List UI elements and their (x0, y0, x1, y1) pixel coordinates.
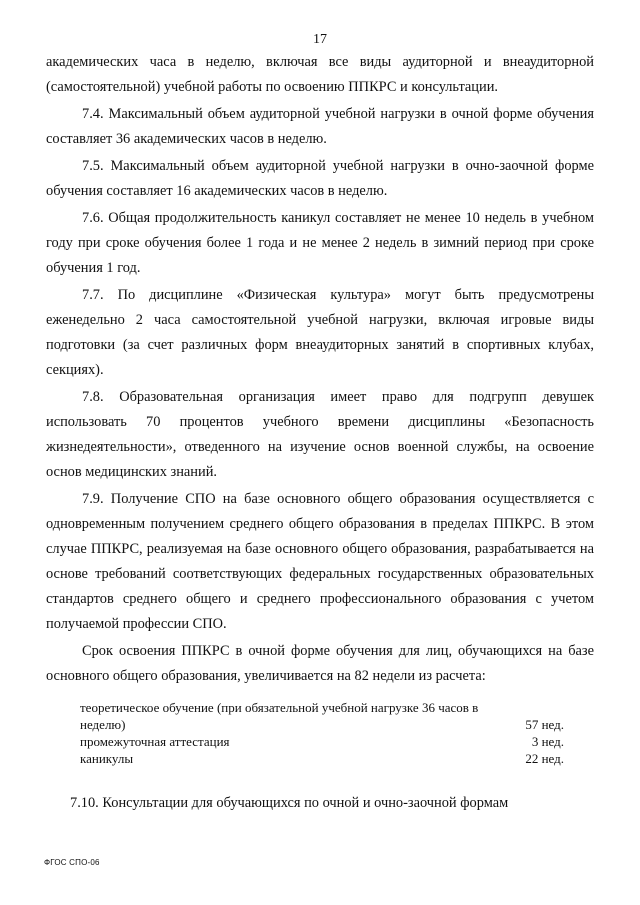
paragraph-7-6: 7.6. Общая продолжительность каникул составляет не менее 10 недель в учебном году при сроке обучения более 1 года и не менее 2 недель в зимний период при сроке обучения 1 год. (46, 210, 594, 276)
schedule-label: каникулы (80, 751, 134, 766)
paragraph-duration: Срок освоения ППКРС в очной форме обучения для лиц, обучающихся на базе основного общего образования, увеличивается на 82 недели из расчета: (46, 643, 594, 684)
paragraph-7-7: 7.7. По дисциплине «Физическая культура» могут быть предусмотрены еженедельно 2 часа самостоятельной учебной нагрузки, включая игровые виды подготовки (за счет различных форм внеаудиторных занятий в спортивных клубах, секциях). (46, 287, 594, 378)
footer-code: ФГОС СПО-06 (44, 858, 100, 867)
paragraph-7-4: 7.4. Максимальный объем аудиторной учебной нагрузки в очной форме обучения составляет 36 академических часов в неделю. (46, 106, 594, 147)
document-body (46, 50, 594, 818)
paragraph-7-10: 7.10. Консультации для обучающихся по очной и очно-заочной формам (70, 795, 509, 811)
schedule-row (80, 733, 564, 750)
schedule-label: промежуточная аттестация (80, 734, 230, 749)
schedule-value: 22 нед. (525, 751, 564, 766)
paragraph-continuation: академических часа в неделю, включая все виды аудиторной и внеаудиторной (самостоятельной) учебной работы по освоению ППКРС и консультации. (46, 54, 594, 95)
schedule-label: теоретическое обучение (при обязательной учебной нагрузке 36 часов в неделю) (80, 700, 479, 732)
paragraph-7-9: 7.9. Получение СПО на базе основного общего образования осуществляется с одновременным получением среднего общего образования в пределах ППКРС. В этом случае ППКРС, реализуемая на базе основного общего образования, разрабатывается на основе требований соответствующих федеральных государственных образовательных стандартов среднего общего и среднего профессионального образования с учетом получаемой профессии СПО. (46, 491, 594, 632)
page-number: 17 (313, 32, 327, 47)
schedule-list (80, 699, 564, 767)
schedule-row (80, 750, 564, 767)
schedule-value: 57 нед. (525, 717, 564, 732)
schedule-value: 3 нед. (531, 734, 564, 749)
schedule-row (80, 699, 564, 733)
paragraph-7-8: 7.8. Образовательная организация имеет право для подгрупп девушек использовать 70 процентов учебного времени дисциплины «Безопасность жизнедеятельности», отведенного на изучение основ военной службы, на освоение основ медицинских знаний. (46, 389, 594, 480)
paragraph-7-5: 7.5. Максимальный объем аудиторной учебной нагрузки в очно-заочной форме обучения составляет 16 академических часов в неделю. (46, 158, 594, 199)
